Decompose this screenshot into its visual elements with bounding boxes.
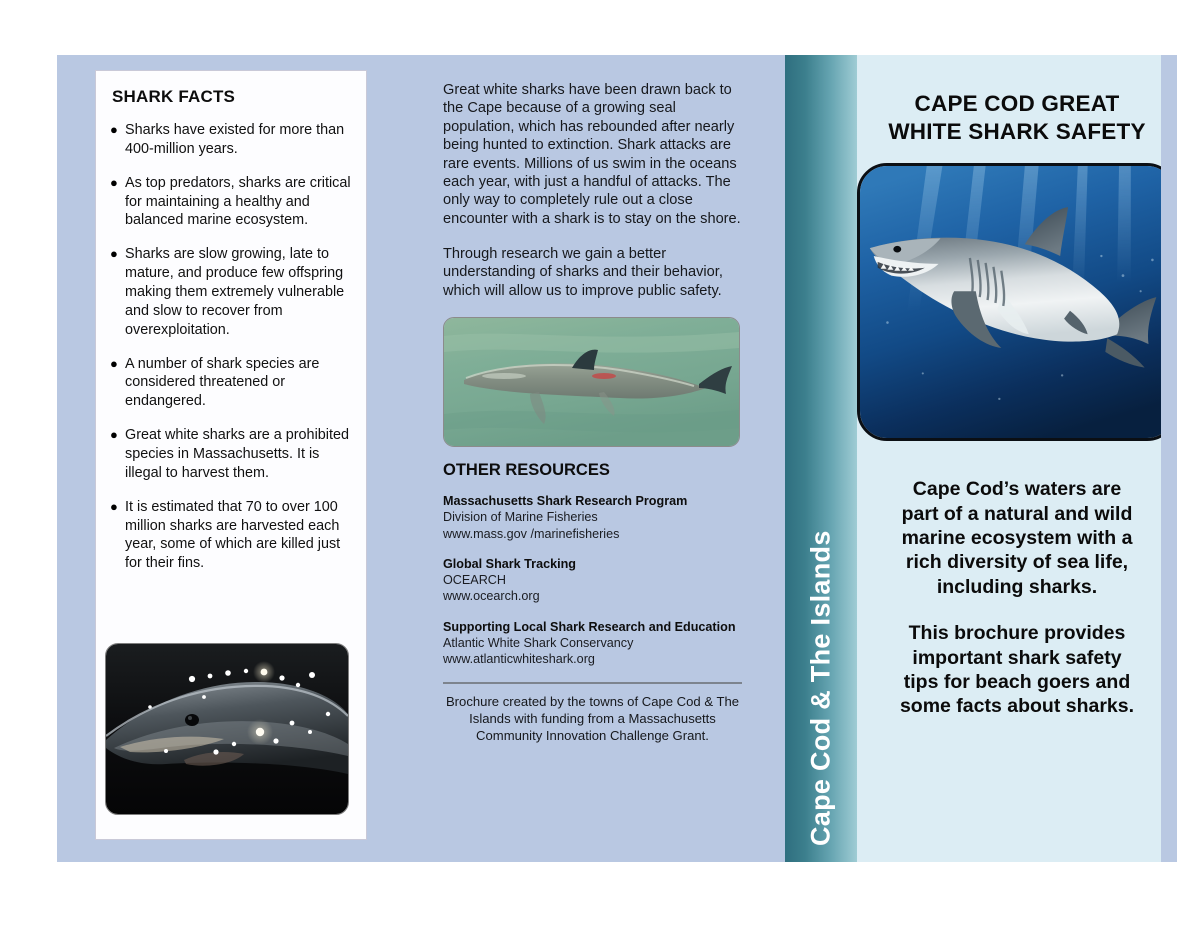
brochure-credit: Brochure created by the towns of Cape Cod & The Islands with funding from a Massachusetts Community Innovation Challenge Grant. (445, 693, 740, 744)
left-panel (57, 55, 404, 862)
cover-panel (857, 55, 1177, 862)
resource-url[interactable]: www.mass.gov /marinefisheries (443, 526, 620, 541)
fact-item (110, 174, 352, 231)
brochure-spine (785, 55, 857, 862)
resource-org: Atlantic White Shark Conservancy (443, 635, 634, 650)
fact-item (110, 121, 352, 159)
bullet-icon: ● (110, 427, 118, 443)
shark-facts-card (95, 70, 367, 840)
bullet-icon: ● (110, 246, 118, 262)
bullet-icon: ● (110, 355, 118, 371)
fact-text: It is estimated that 70 to over 100 million sharks are harvested each year, some of which are killed just for their fins. (125, 498, 341, 572)
brochure-page (57, 55, 1144, 862)
bullet-icon: ● (110, 498, 118, 514)
resource-entry (443, 493, 747, 542)
cover-body-paragraph-2: This brochure provides important shark safety tips for beach goers and some facts about sharks. (899, 622, 1135, 718)
cover-title (873, 90, 1161, 145)
bullet-icon: ● (110, 122, 118, 137)
resource-name: Massachusetts Shark Research Program (443, 494, 688, 509)
footer-divider (443, 682, 742, 684)
cover-body-paragraph-1: Cape Cod’s waters are part of a natural and wild marine ecosystem with a rich diversity of sea life, including sharks. (901, 478, 1133, 598)
fact-text: Sharks have existed for more than 400-million years. (125, 122, 345, 157)
fact-item (110, 426, 352, 483)
great-white-shark-image (857, 163, 1177, 441)
cover-title-line-2: WHITE SHARK SAFETY (888, 118, 1146, 144)
resource-name: Global Shark Tracking (443, 556, 576, 571)
cover-title-line-1: CAPE COD GREAT (914, 91, 1120, 116)
cover-body-text (899, 477, 1135, 718)
resource-org: Division of Marine Fisheries (443, 510, 598, 525)
fact-text: Sharks are slow growing, late to mature, and produce few offspring making them extremely vulnerable and slow to recover from overexploitation. (125, 246, 345, 338)
middle-panel-content (443, 81, 747, 744)
resource-name: Supporting Local Shark Research and Education (443, 619, 736, 634)
cover-right-edge-strip (1161, 55, 1177, 862)
fact-text: A number of shark species are considered threatened or endangered. (125, 355, 320, 410)
other-resources-heading: OTHER RESOURCES (443, 461, 610, 480)
fact-item (110, 245, 352, 339)
intro-paragraph-2: Through research we gain a better understanding of sharks and their behavior, which will allow us to improve public safety. (443, 246, 723, 299)
resource-url[interactable]: www.ocearch.org (443, 589, 540, 604)
fact-text: Great white sharks are a prohibited species in Massachusetts. It is illegal to harvest them. (125, 427, 349, 481)
shark-facts-heading: SHARK FACTS (112, 87, 236, 106)
shark-head-image (105, 643, 349, 815)
spine-title: Cape Cod & The Islands (805, 530, 836, 846)
resource-org: OCEARCH (443, 573, 506, 588)
intro-paragraph-1: Great white sharks have been drawn back to the Cape because of a growing seal population, which has rebounded after nearly being hunted to extinction. Shark attacks are rare events. Millions of us swim in the oceans each year, with just a handful of attacks. The only way to completely rule out a close encounter with a shark is to stay on the shore. (443, 82, 741, 227)
resource-entry (443, 556, 747, 605)
fact-item (110, 355, 352, 412)
shark-green-water-image (443, 317, 740, 447)
resource-url[interactable]: www.atlanticwhiteshark.org (443, 652, 595, 667)
fact-item (110, 498, 352, 573)
bullet-icon: ● (110, 174, 118, 190)
resource-entry (443, 619, 747, 668)
middle-panel (404, 55, 785, 862)
fact-text: As top predators, sharks are critical for maintaining a healthy and balanced marine ecosystem. (125, 174, 351, 229)
